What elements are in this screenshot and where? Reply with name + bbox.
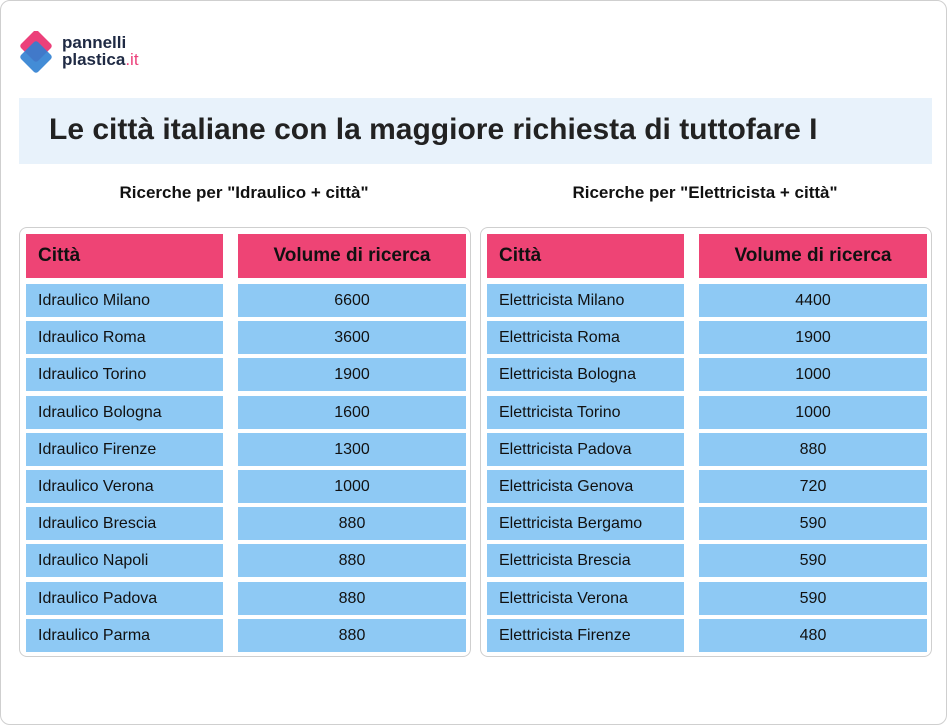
cell-city: Elettricista Firenze — [487, 619, 684, 652]
cell-city: Elettricista Milano — [487, 284, 684, 317]
brand-line2: plastica.it — [62, 50, 139, 69]
table-elettricista — [480, 227, 932, 657]
cell-city: Elettricista Bologna — [487, 358, 684, 391]
cell-city: Elettricista Verona — [487, 582, 684, 615]
title-band — [19, 98, 932, 164]
cell-city: Elettricista Brescia — [487, 544, 684, 577]
cell-volume: 880 — [238, 582, 466, 615]
cell-volume: 880 — [238, 544, 466, 577]
cell-city: Elettricista Bergamo — [487, 507, 684, 540]
table-subtitle-idraulico: Ricerche per "Idraulico + città" — [119, 183, 369, 202]
cell-volume: 590 — [699, 507, 927, 540]
table-idraulico — [19, 227, 471, 657]
cell-volume: 1000 — [238, 470, 466, 503]
cell-volume: 6600 — [238, 284, 466, 317]
cell-volume: 880 — [699, 433, 927, 466]
page-title: Le città italiane con la maggiore richiesta di tuttofare I — [49, 113, 818, 146]
cell-city: Idraulico Brescia — [26, 507, 223, 540]
cell-city: Idraulico Torino — [26, 358, 223, 391]
cell-volume: 590 — [699, 582, 927, 615]
header-city: Città — [487, 234, 684, 278]
cell-volume: 1000 — [699, 396, 927, 429]
cell-volume: 1900 — [238, 358, 466, 391]
cell-volume: 1000 — [699, 358, 927, 391]
cell-volume: 480 — [699, 619, 927, 652]
cell-volume: 880 — [238, 619, 466, 652]
cell-city: Idraulico Verona — [26, 470, 223, 503]
cell-volume: 1600 — [238, 396, 466, 429]
header-volume: Volume di ricerca — [238, 234, 466, 278]
cell-city: Elettricista Roma — [487, 321, 684, 354]
brand-name — [62, 34, 139, 68]
cell-volume: 1300 — [238, 433, 466, 466]
brand-line1: pannelli — [62, 33, 127, 52]
cell-volume: 590 — [699, 544, 927, 577]
brand-tld: .it — [125, 50, 139, 69]
cell-city: Idraulico Bologna — [26, 396, 223, 429]
cell-city: Elettricista Torino — [487, 396, 684, 429]
header-city: Città — [26, 234, 223, 278]
cell-city: Idraulico Milano — [26, 284, 223, 317]
cell-city: Idraulico Napoli — [26, 544, 223, 577]
cell-city: Idraulico Roma — [26, 321, 223, 354]
cell-city: Elettricista Genova — [487, 470, 684, 503]
logo-icon — [17, 31, 57, 73]
table-subtitle-elettricista: Ricerche per "Elettricista + città" — [572, 183, 838, 202]
header-volume: Volume di ricerca — [699, 234, 927, 278]
cell-volume: 1900 — [699, 321, 927, 354]
cell-city: Elettricista Padova — [487, 433, 684, 466]
cell-city: Idraulico Firenze — [26, 433, 223, 466]
cell-city: Idraulico Parma — [26, 619, 223, 652]
cell-city: Idraulico Padova — [26, 582, 223, 615]
cell-volume: 880 — [238, 507, 466, 540]
cell-volume: 3600 — [238, 321, 466, 354]
cell-volume: 720 — [699, 470, 927, 503]
cell-volume: 4400 — [699, 284, 927, 317]
